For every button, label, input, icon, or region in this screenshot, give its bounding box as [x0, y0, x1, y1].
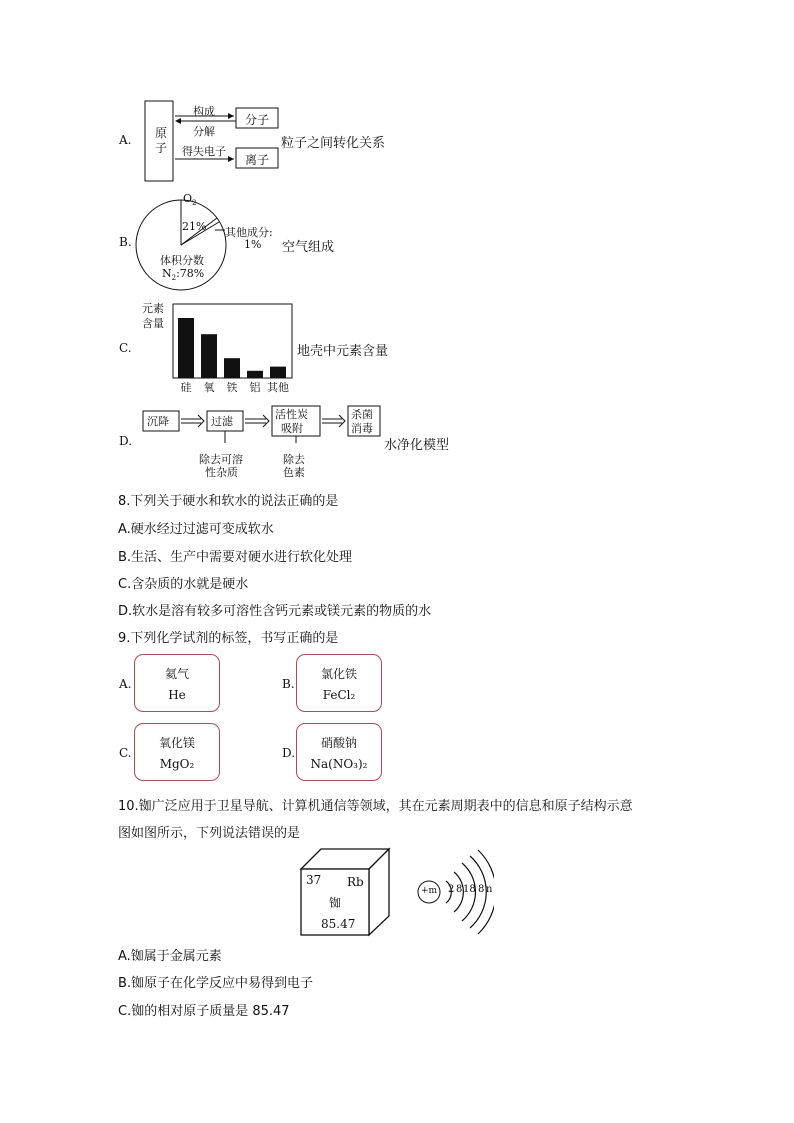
atomic-mass: 85.47	[321, 917, 356, 931]
q9-option-c-letter: C.	[119, 746, 132, 760]
arrow-right-icon	[228, 113, 234, 119]
n2-label: $N_2:78\%$	[162, 267, 205, 283]
q9-option-d-letter: D.	[282, 746, 296, 760]
option-d-letter: D.	[119, 434, 133, 448]
arrow-left-icon	[175, 118, 181, 124]
element-name: 铷	[329, 896, 342, 910]
q9-option-b-letter: B.	[282, 677, 295, 691]
note-carbon-line2: 色素	[283, 466, 305, 479]
q10-option-c: C.铷的相对原子质量是 85.47	[118, 1004, 290, 1019]
reagent-name: 氦气	[164, 667, 189, 681]
option-a-letter: A.	[119, 133, 132, 147]
chart-ylabel-line2: 含量	[142, 317, 164, 330]
bar-category-label: 铝	[249, 381, 261, 394]
shell-5: n	[486, 884, 493, 895]
step-carbon-line1: 活性炭	[275, 408, 308, 421]
shell-2: 8	[456, 884, 463, 895]
electron-label: 得失电子	[182, 145, 226, 158]
reagent-name: 氧化镁	[158, 736, 195, 750]
option-d-caption: 水净化模型	[384, 438, 450, 453]
q8-stem: 8.下列关于硬水和软水的说法正确的是	[118, 494, 339, 509]
bar-4	[270, 367, 286, 378]
option-a-caption: 粒子之间转化关系	[281, 136, 386, 151]
crust-element-bar-chart	[168, 302, 298, 397]
other-label: 其他成分:	[225, 226, 273, 239]
reagent-label-ferric-chloride	[296, 654, 382, 712]
arrow-right-icon	[228, 156, 234, 162]
q10-option-a: A.铷属于金属元素	[118, 949, 222, 964]
reagent-label-helium	[134, 654, 220, 712]
o2-label: $O_2$	[183, 192, 197, 208]
element-symbol: Rb	[347, 875, 364, 889]
molecule-label: 分子	[245, 113, 270, 127]
volume-label: 体积分数	[160, 254, 204, 267]
q8-option-d: D.软水是溶有较多可溶性含钙元素或镁元素的物质的水	[118, 604, 432, 619]
reagent-label-sodium-nitrate	[296, 723, 382, 781]
bar-category-label: 氧	[203, 381, 215, 394]
bar-category-label: 硅	[180, 381, 192, 394]
q10-stem-line1: 10.铷广泛应用于卫星导航、计算机通信等领域，其在元素周期表中的信息和原子结构示意	[118, 799, 633, 814]
q8-option-a: A.硬水经过过滤可变成软水	[118, 522, 274, 537]
reagent-name: 硝酸钠	[320, 736, 357, 750]
q8-option-b: B.生活、生产中需要对硬水进行软化处理	[118, 550, 353, 565]
reagent-formula: Na(NO₃)₂	[310, 757, 368, 771]
note-filtration-line2: 性杂质	[205, 466, 238, 479]
bar-1	[201, 334, 217, 378]
ion-label: 离子	[245, 153, 270, 167]
atomic-number: 37	[306, 873, 322, 887]
step-sterilize-line1: 杀菌	[351, 408, 373, 421]
atom-label: 原 子	[154, 126, 167, 155]
q8-option-c: C.含杂质的水就是硬水	[118, 577, 249, 592]
bar-2	[224, 358, 240, 378]
step-filtration: 过滤	[211, 415, 233, 428]
air-composition-pie	[135, 195, 295, 295]
option-b-caption: 空气组成	[282, 240, 335, 255]
reagent-formula: He	[168, 688, 186, 702]
reagent-formula: MgO₂	[159, 757, 195, 771]
shell-1: 2	[448, 884, 455, 895]
step-carbon-line2: 吸附	[281, 422, 303, 435]
option-b-letter: B.	[119, 235, 132, 249]
shell-4: 8	[478, 884, 485, 895]
other-percent: 1%	[244, 238, 262, 251]
reagent-formula: FeCl₂	[322, 688, 356, 702]
reagent-name: 氯化铁	[320, 667, 357, 681]
shell-3: 18	[463, 884, 476, 895]
option-c-letter: C.	[119, 341, 132, 355]
note-filtration-line1: 除去可溶	[199, 453, 243, 466]
q10-stem-line2: 图如图所示，下列说法错误的是	[118, 826, 301, 841]
bar-category-label: 铁	[226, 381, 238, 394]
q9-stem: 9.下列化学试剂的标签，书写正确的是	[118, 631, 339, 646]
q9-option-a-letter: A.	[119, 677, 132, 691]
chart-ylabel-line1: 元素	[142, 302, 164, 315]
bar-3	[247, 371, 263, 378]
step-sterilize-line2: 消毒	[351, 422, 373, 435]
step-sedimentation: 沉降	[147, 415, 169, 428]
nucleus-charge: +m	[421, 886, 438, 896]
decompose-label: 分解	[193, 125, 215, 138]
bar-0	[178, 318, 194, 378]
bar-category-label: 其他	[267, 381, 289, 394]
compose-label: 构成	[193, 105, 215, 118]
q10-option-b: B.铷原子在化学反应中易得到电子	[118, 976, 314, 991]
option-c-caption: 地壳中元素含量	[297, 344, 389, 359]
o2-percent: 21%	[182, 220, 207, 233]
note-carbon-line1: 除去	[283, 453, 305, 466]
reagent-label-magnesium-oxide	[134, 723, 220, 781]
